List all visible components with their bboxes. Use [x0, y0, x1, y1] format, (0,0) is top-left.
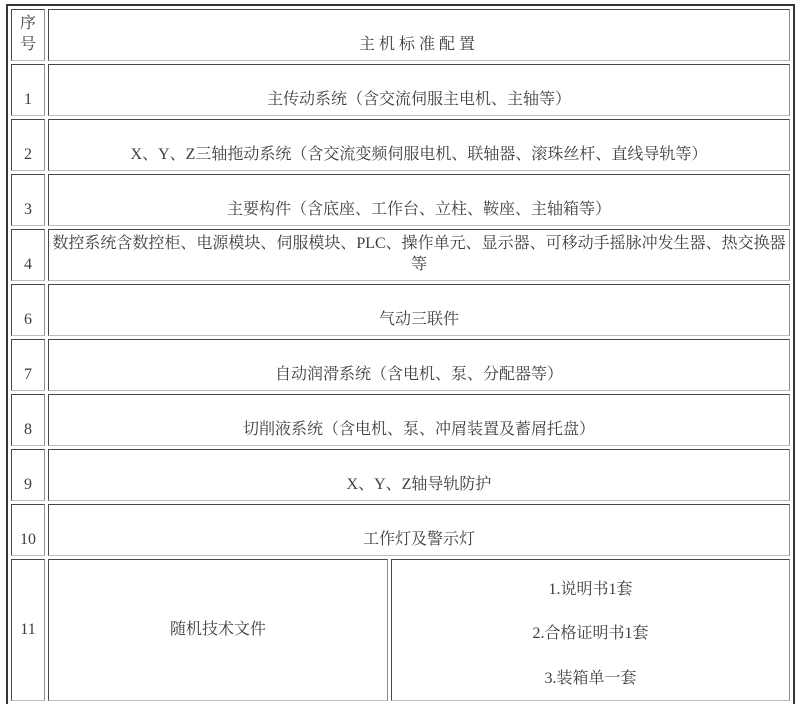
table-row [11, 229, 790, 281]
row-content-cell: X、Y、Z轴导轨防护 [48, 449, 790, 501]
table-row [11, 449, 790, 501]
standard-config-table [6, 4, 795, 704]
row-number-cell: 9 [11, 449, 45, 501]
row-number-cell: 6 [11, 284, 45, 336]
table-row [11, 64, 790, 116]
table-row [11, 394, 790, 446]
table-header-row [11, 9, 790, 61]
header-title-cell: 主机标准配置 [48, 9, 790, 61]
document-item: 2.合格证明书1套 [532, 625, 649, 643]
row-number-cell: 4 [11, 229, 45, 281]
documents-label-cell: 随机技术文件 [48, 559, 388, 701]
table-row [11, 174, 790, 226]
row-number-cell: 3 [11, 174, 45, 226]
table-row-documents [11, 559, 790, 701]
document-item: 3.装箱单一套 [544, 670, 637, 688]
table-row [11, 504, 790, 556]
document-item: 1.说明书1套 [548, 580, 633, 598]
row-content-cell: X、Y、Z三轴拖动系统（含交流变频伺服电机、联轴器、滚珠丝杆、直线导轨等） [48, 119, 790, 171]
row-content-cell: 自动润滑系统（含电机、泵、分配器等） [48, 339, 790, 391]
row-content-cell: 主要构件（含底座、工作台、立柱、鞍座、主轴箱等） [48, 174, 790, 226]
row-content-cell: 工作灯及警示灯 [48, 504, 790, 556]
table-row [11, 119, 790, 171]
row-number-cell: 1 [11, 64, 45, 116]
table-row [11, 339, 790, 391]
row-content-cell: 主传动系统（含交流伺服主电机、主轴等） [48, 64, 790, 116]
row-content-cell: 气动三联件 [48, 284, 790, 336]
row-number-cell: 2 [11, 119, 45, 171]
row-content-cell: 切削液系统（含电机、泵、冲屑装置及蓄屑托盘） [48, 394, 790, 446]
row-number-cell: 7 [11, 339, 45, 391]
row-number-cell: 8 [11, 394, 45, 446]
row-number-cell: 11 [11, 559, 45, 701]
header-serial-cell: 序号 [11, 9, 45, 61]
row-content-cell: 数控系统含数控柜、电源模块、伺服模块、PLC、操作单元、显示器、可移动手摇脉冲发生器、热交换器等 [48, 229, 790, 281]
table-row [11, 284, 790, 336]
documents-list-cell [391, 559, 790, 701]
row-number-cell: 10 [11, 504, 45, 556]
